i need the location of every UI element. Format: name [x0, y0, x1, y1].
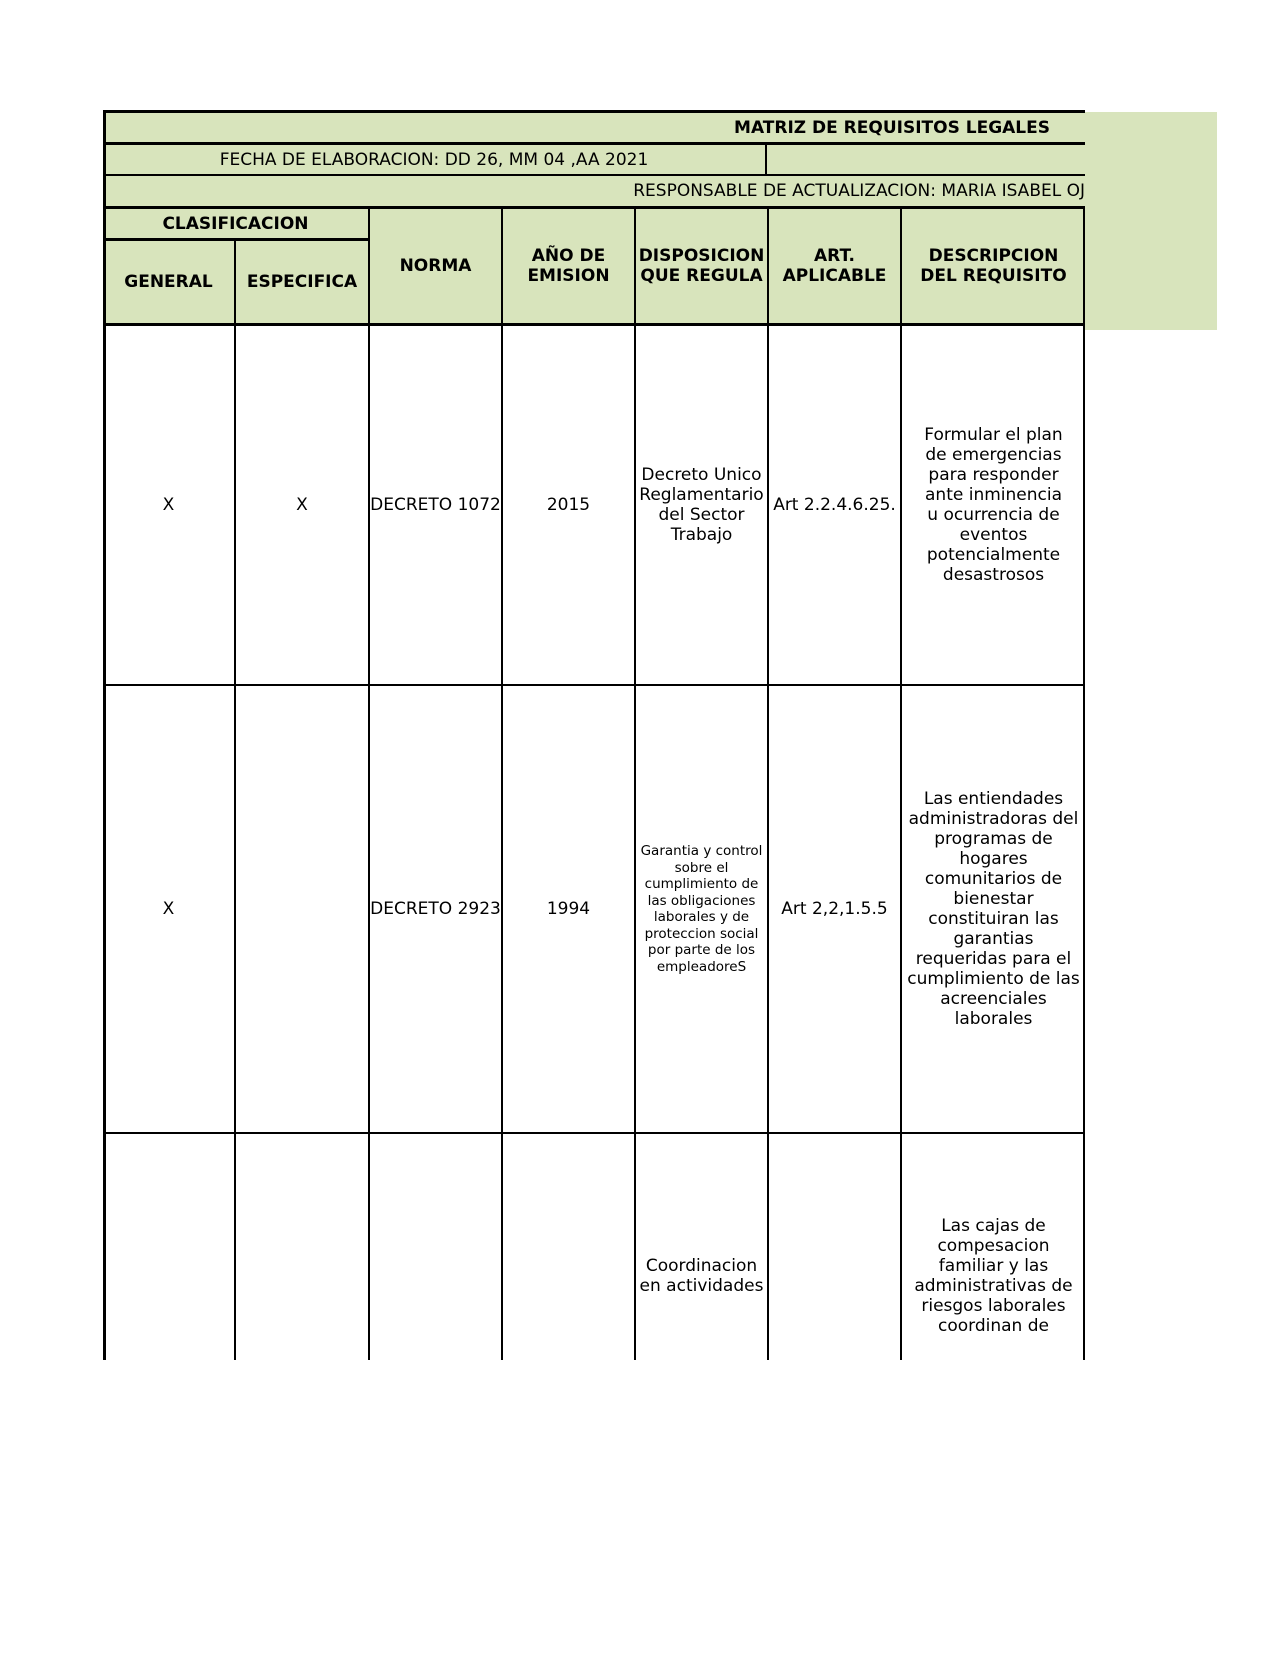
row1-disposicion: Decreto Unico Reglamentario del Sector Trabajo: [639, 465, 764, 545]
rule: [103, 684, 1085, 686]
rule: [767, 206, 769, 1360]
col-header-art: ART. APLICABLE: [769, 209, 900, 323]
rule: [103, 323, 1085, 326]
header-band-extension: [1085, 112, 1217, 330]
responsable-actualizacion: RESPONSABLE DE ACTUALIZACION: MARIA ISABEL OJ: [103, 176, 1085, 206]
rule: [103, 206, 1085, 209]
row1-especifica: X: [296, 495, 308, 515]
row2-norma: DECRETO 2923: [370, 899, 501, 919]
row1-general: X: [162, 495, 175, 515]
col-header-disposicion: DISPOSICION QUE REGULA: [636, 209, 767, 323]
col-header-clasificacion: CLASIFICACION: [103, 209, 368, 238]
row2-anio: 1994: [546, 899, 591, 919]
rule: [1083, 206, 1085, 1360]
legal-requirements-matrix: [103, 110, 1085, 1360]
rule: [103, 1132, 1085, 1134]
rule: [103, 174, 1085, 176]
rule: [234, 238, 236, 1360]
fecha-side-cell: [767, 145, 1085, 174]
matrix-title: MATRIZ DE REQUISITOS LEGALES: [103, 112, 1085, 143]
rule: [103, 110, 1085, 113]
row1-descripcion: Formular el plan de emergencias para responder ante inminencia u ocurrencia de eventos potencialmente desastrosos: [924, 425, 1063, 585]
rule: [501, 206, 503, 1360]
row2-disposicion: Garantia y control sobre el cumplimiento de las obligaciones laborales y de proteccion social por parte de los empleadoreS: [640, 843, 763, 975]
rule: [900, 206, 902, 1360]
rule: [765, 142, 767, 176]
row2-art: Art 2,2,1.5.5: [781, 899, 888, 919]
rule: [103, 110, 106, 1360]
col-header-especifica: ESPECIFICA: [236, 241, 368, 323]
row1-norma: DECRETO 1072: [370, 495, 501, 515]
fecha-elaboracion: FECHA DE ELABORACION: DD 26, MM 04 ,AA 2021: [103, 145, 765, 174]
row2-descripcion: Las entiendades administradoras del programas de hogares comunitarios de bienestar constituiran las garantias requeridas para el cumplimiento de las acreenciales laborales: [907, 789, 1080, 1029]
row3-descripcion: Las cajas de compesacion familiar y las administrativas de riesgos laborales coordinan de: [914, 1216, 1073, 1336]
rule: [103, 142, 1085, 145]
col-header-descripcion: DESCRIPCION DEL REQUISITO: [902, 209, 1085, 323]
row2-general: X: [162, 899, 175, 919]
col-header-norma: NORMA: [370, 209, 501, 323]
row2-especifica: [236, 686, 368, 1132]
rule: [368, 206, 370, 1360]
row1-anio: 2015: [546, 495, 591, 515]
col-header-anio: AÑO DE EMISION: [503, 209, 634, 323]
rule: [634, 206, 636, 1360]
row1-art: Art 2.2.4.6.25.: [773, 495, 896, 515]
col-header-general: GENERAL: [103, 241, 234, 323]
row3-disposicion: Coordinacion en actividades: [639, 1256, 764, 1296]
